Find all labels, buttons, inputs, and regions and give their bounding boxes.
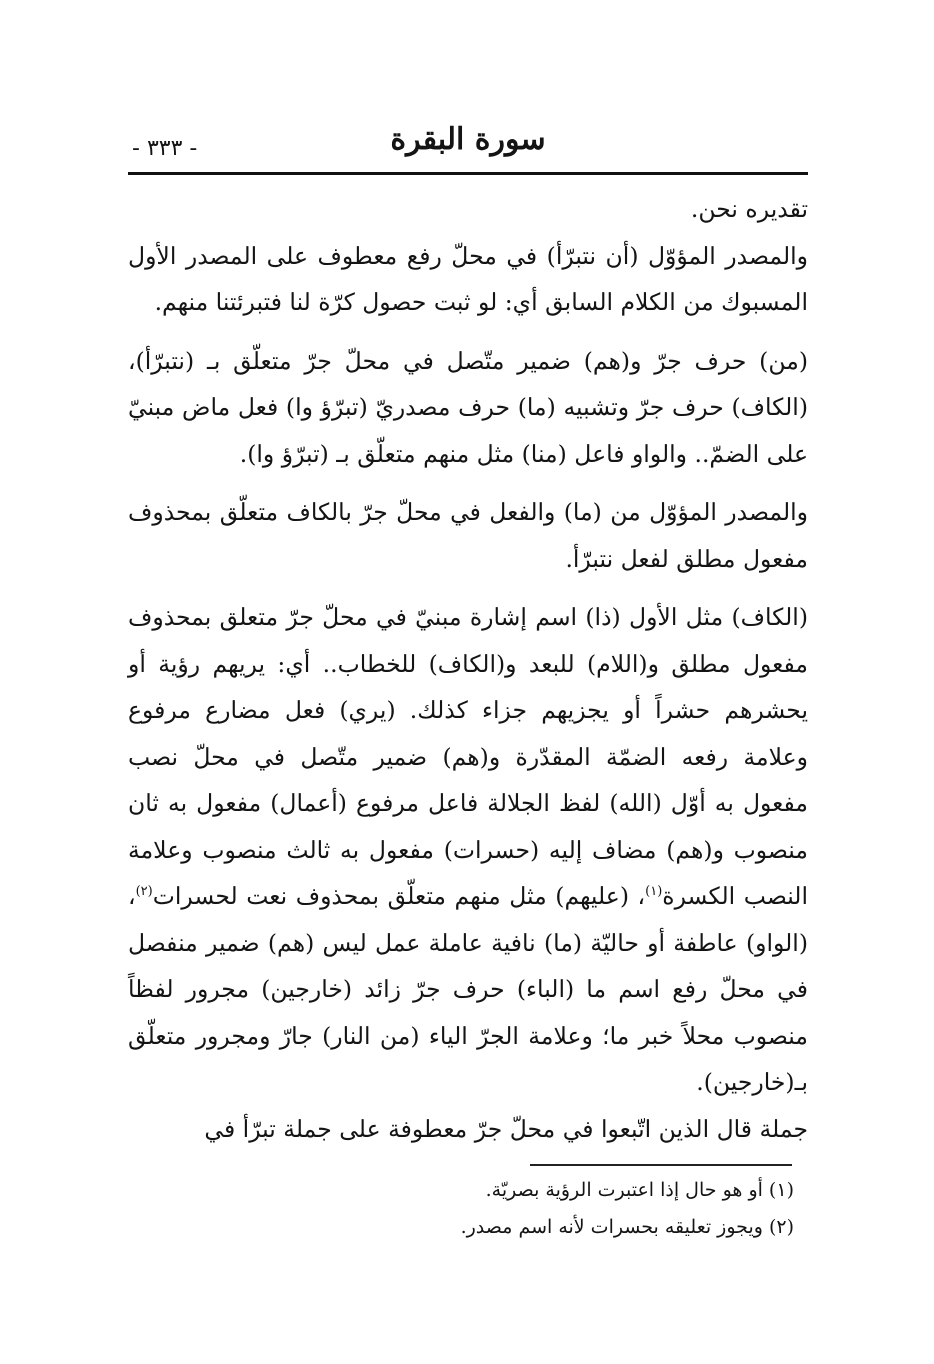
paragraph: جملة قال الذين اتّبعوا في محلّ جرّ معطوفة على جملة تبرّأ في	[204, 1114, 808, 1143]
paragraph-text: ، (الواو) عاطفة أو حاليّة (ما) نافية عاملة عمل ليس (هم) ضمير منفصل في محلّ رفع اسم ما (الباء) حرف جرّ زائد (خارجين) مجرور لفظاً منصوب محلاً خبر ما؛ وعلامة الجرّ الياء (من النار) جارّ ومجرور متعلّق بـ(خارجين).	[128, 882, 808, 1096]
paragraph: (من) حرف جرّ و(هم) ضمير متّصل في محلّ جرّ متعلّق بـ (نتبرّأ)، (الكاف) حرف جرّ وتشبيه (ما) حرف مصدريّ (تبرّؤ وا) فعل ماض مبنيّ على الضمّ.. والواو فاعل (منا) مثل منهم متعلّق بـ (تبرّؤ وا).	[128, 346, 808, 468]
paragraph-text: (الكاف) مثل الأول (ذا) اسم إشارة مبنيّ في محلّ جرّ متعلق بمحذوف مفعول مطلق و(اللام) للبعد و(الكاف) للخطاب.. أي: يريهم رؤية أو يحشرهم حشراً أو يجزيهم جزاء كذلك. (يري) فعل مضارع مرفوع وعلامة رفعه الضمّة المقدّرة و(هم) ضمير متّصل في محلّ نصب مفعول به أوّل (الله) لفظ الجلالة فاعل مرفوع (أعمال) مفعول به ثان منصوب و(هم) مضاف إليه (حسرات) مفعول به ثالث منصوب وعلامة النصب الكسرة	[128, 603, 808, 910]
page-header	[128, 118, 808, 170]
paragraph: والمصدر المؤوّل من (ما) والفعل في محلّ جرّ بالكاف متعلّق بمحذوف مفعول مطلق لفعل نتبرّأ.	[128, 498, 808, 573]
paragraph	[128, 594, 808, 1106]
running-title: سورة البقرة	[390, 122, 546, 157]
footnote: (٢) ويجوز تعليقه بحسرات لأنه اسم مصدر.	[460, 1216, 794, 1238]
footnote-ref-1: (١)	[645, 884, 663, 900]
main-text	[128, 186, 808, 1152]
paragraph: والمصدر المؤوّل (أن نتبرّأ) في محلّ رفع معطوف على المصدر الأول المسبوك من الكلام السابق أي: لو ثبت حصول كرّة لنا فتبرئتنا منهم.	[128, 241, 808, 316]
footnote-ref-2: (٢)	[135, 884, 153, 900]
header-rule	[128, 172, 808, 175]
footnote-rule	[530, 1164, 792, 1166]
page-number: - ٣٣٣ -	[132, 136, 198, 161]
paragraph-text: ، (عليهم) مثل منهم متعلّق بمحذوف نعت لحسرات	[152, 882, 646, 910]
paragraph: تقديره نحن.	[690, 195, 808, 223]
footnotes	[300, 1172, 794, 1246]
footnote: (١) أو هو حال إذا اعتبرت الرؤية بصريّة.	[485, 1179, 794, 1201]
